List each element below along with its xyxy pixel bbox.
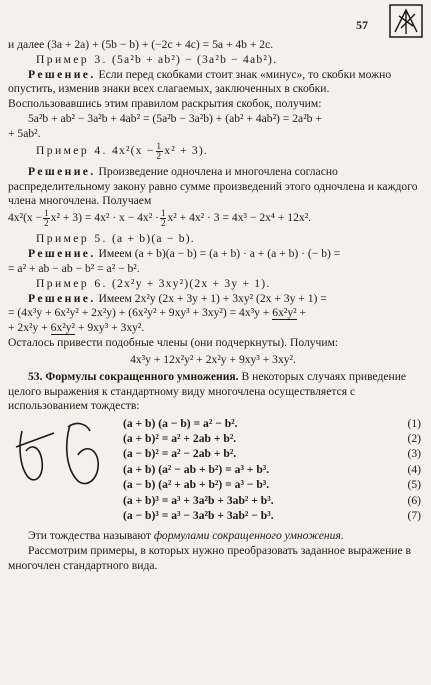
solution-5-text: Имеем (a + b)(a − b) = (a + b) · a + (a + b) · (− b) = [98,247,341,261]
solution-4-eq-b: x² + 3) = 4x² · x − 4x² · [50,211,159,225]
solution-3-label: Решение. [28,67,96,81]
example-4-label: Пример 4. [36,143,108,157]
identity-6 [123,494,423,509]
solution-3-text: Если перед скобками стоит знак «минус», то скобки можно опустить, изменив знаки всех слагаемых, заключенных в скобки. Воспользовавшись этим правилом раскрытия скобок, получим: [8,67,392,111]
section-53-text: В некоторых случаях приведение целого выражения к стандартному виду многочлена осуществляется с использованием тождеств: [8,369,407,413]
identity-expr: (a − b)³ = a³ − 3a²b + 3ab² − b³. [123,509,274,523]
example-6-label: Пример 6. [36,276,108,290]
solution-3 [8,68,418,112]
solution-6-eq2-b: + 9xy³ + 3xy². [77,321,145,335]
identity-number: (2) [407,432,421,446]
solution-4-eq-c: x² + 4x² · 3 = 4x³ − 2x⁴ + 12x². [167,211,312,225]
identities-note-text: Эти тождества называют [28,529,151,543]
fraction-denominator: 2 [156,150,163,161]
example-5-expr: (a + b)(a − b). [111,232,195,246]
page-content [8,38,421,574]
fraction-numerator: 1 [160,208,166,219]
fraction-numerator: 1 [156,140,163,151]
solution-4 [8,165,418,209]
identity-number: (6) [407,494,421,508]
example-4-expr-b: x² + 3). [164,143,209,157]
identity-3 [123,447,423,462]
underlined-term-1: 6x²y² [272,306,297,320]
solution-6 [8,292,418,307]
identity-5 [123,478,423,493]
corner-scribble-icon [389,4,423,38]
solution-6-eq1-b: + [299,306,307,320]
example-5 [36,232,418,247]
solution-5-label: Решение. [28,247,96,261]
identity-expr: (a + b) (a − b) = a² − b². [123,417,238,431]
fraction-denominator: 2 [44,218,49,229]
identities-note-term: формулами сокращенного умножения. [153,529,344,543]
example-3 [36,53,418,68]
example-4-expr-a: 4x²(x − [111,143,155,157]
solution-4-text: Произведение одночлена и многочлена согласно распределительному закону равно сумме произведений этого одночлена и каждого члена многочлена. Получаем [8,164,418,208]
solution-4-eq-a: 4x²(x − [8,211,43,225]
identity-number: (7) [407,509,421,523]
section-53 [8,370,418,414]
identity-number: (4) [407,463,421,477]
solution-6-label: Решение. [28,291,96,305]
section-53-heading: 53. Формулы сокращенного умножения. [28,369,239,383]
handwritten-scribble-icon [14,417,124,489]
identity-number: (5) [407,478,421,492]
solution-3-equation-1: 5a²b + ab² − 3a²b + 4ab² = (5a²b − 3a²b) + (ab² + 4ab²) = 2a²b + [28,112,322,126]
identity-1 [123,417,423,432]
solution-5 [8,247,418,262]
solution-4-fraction-2 [160,209,167,228]
identity-expr: (a − b)² = a² − 2ab + b². [123,447,237,461]
identities-list [8,417,421,525]
fraction-denominator: 2 [160,218,166,229]
fraction-numerator: 1 [44,208,49,219]
example-6 [36,277,418,292]
solution-4-label: Решение. [28,164,96,178]
solution-6-result: 4x³y + 12x²y² + 2x²y + 9xy³ + 3xy². [130,352,296,366]
underlined-term-2: 6x²y² [50,321,75,335]
solution-6-remark: Осталось привести подобные члены (они подчеркнуты). Получим: [8,336,339,350]
solution-6-text: Имеем 2x²y (2x + 3y + 1) + 3xy² (2x + 3y + 1) = [98,291,327,305]
identities-note [8,529,418,544]
identity-expr: (a + b)² = a² + 2ab + b². [123,432,237,446]
example-5-label: Пример 5. [36,232,108,246]
example-3-label: Пример 3. [36,52,108,66]
identity-expr: (a − b) (a² + ab + b²) = a³ − b³. [123,478,270,492]
identity-7 [123,509,423,524]
solution-6-equation-2 [8,321,418,336]
identity-expr: (a + b)³ = a³ + 3a²b + 3ab² + b³. [123,494,274,508]
intro-line: и далее (3a + 2a) + (5b − b) + (−2c + 4c) = 5a + 4b + 2c. [8,38,274,51]
identity-expr: (a + b) (a² − ab + b²) = a³ + b³. [123,463,270,477]
example-3-expr: (5a²b + ab²) − (3a²b − 4ab²). [111,52,278,66]
example-4 [36,142,418,161]
solution-6-eq2-a: + 2x²y + [8,321,48,335]
solution-5-equation: = a² + ab − ab − b² = a² − b². [8,261,140,275]
closing-paragraph: Рассмотрим примеры, в которых нужно преобразовать заданное выражение в многочлен стандартного вида. [8,544,412,572]
solution-6-equation-1 [8,306,418,321]
identity-2 [123,432,423,447]
solution-6-eq1-a: = (4x³y + 6x²y² + 2x²y) + (6x²y² + 9xy³ + 3xy²) = 4x³y + [8,306,270,320]
solution-4-equation [8,209,418,228]
solution-3-equation-2: + 5ab². [8,126,41,140]
solution-4-fraction-1 [43,209,50,228]
identity-number: (3) [407,447,421,461]
identity-number: (1) [407,417,421,431]
example-6-expr: (2x²y + 3xy²)(2x + 3y + 1). [111,276,271,290]
identity-4 [123,463,423,478]
example-4-fraction [156,142,164,161]
page-number: 57 [356,18,368,32]
